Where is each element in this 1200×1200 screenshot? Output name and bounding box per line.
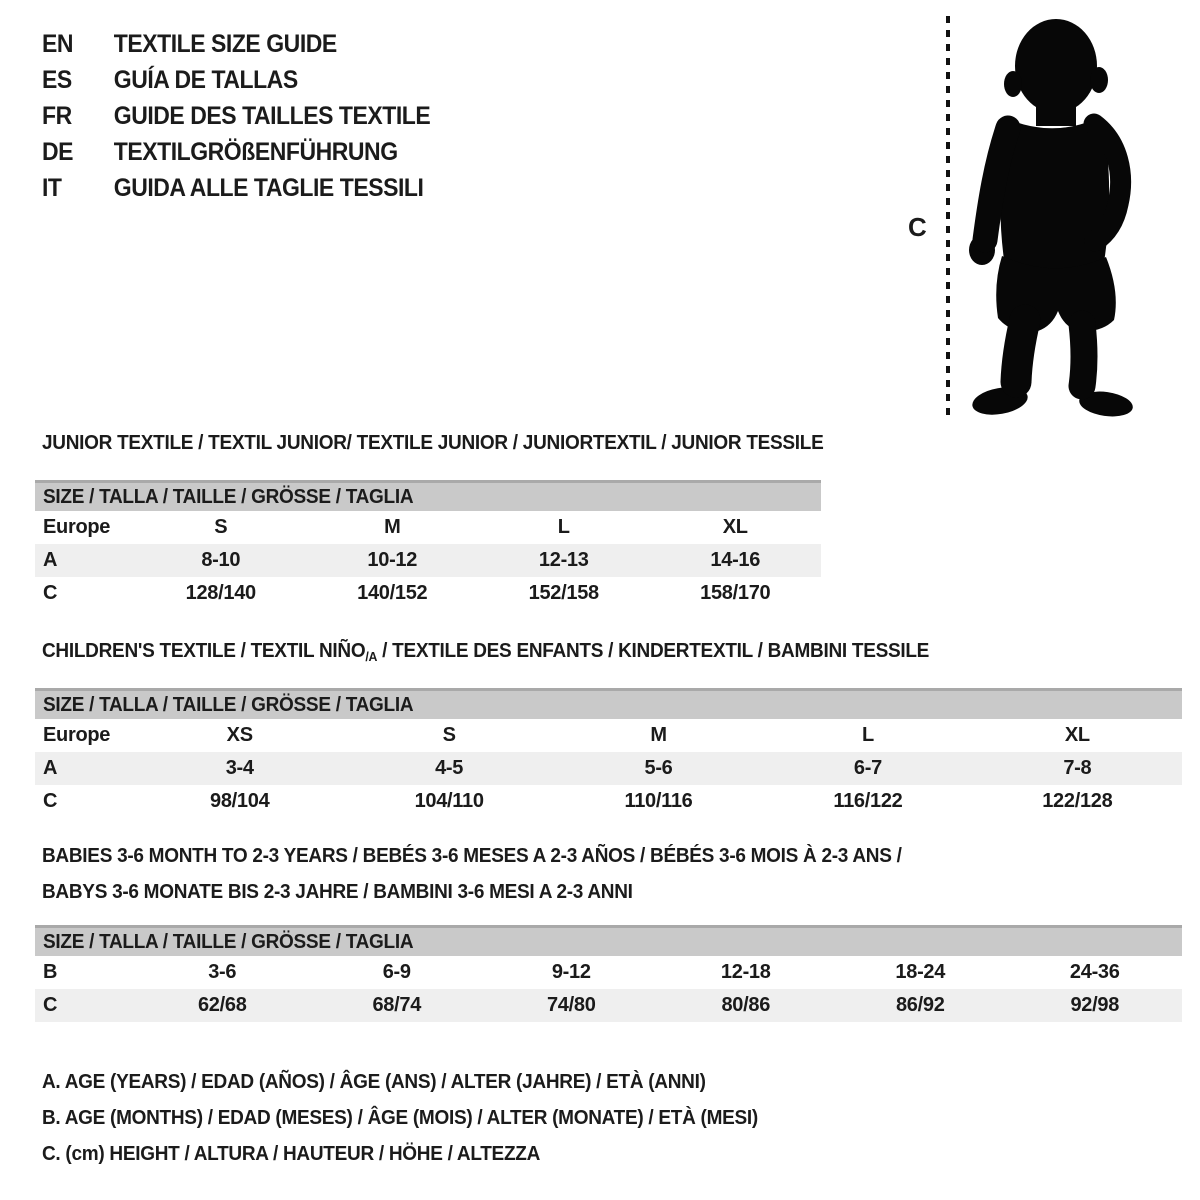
- size-cell: S: [214, 516, 228, 538]
- size-cell: L: [557, 516, 570, 538]
- age-cell: 3-6: [208, 961, 237, 983]
- height-cell: 98/104: [210, 790, 270, 812]
- height-measure-dashed-line: [946, 16, 950, 416]
- language-code: DE: [42, 137, 74, 166]
- age-cell: 3-4: [225, 757, 254, 779]
- size-table-header-label: SIZE / TALLA / TAILLE / GRÖSSE / TAGLIA: [43, 930, 414, 953]
- toddler-silhouette-image: [960, 14, 1136, 418]
- language-title-list: [42, 26, 464, 206]
- age-cell: 5-6: [644, 757, 673, 779]
- babies-size-table: [35, 925, 1182, 1022]
- children-section-title: [42, 640, 929, 664]
- age-cell: 9-12: [551, 961, 591, 983]
- height-cell: 116/122: [833, 790, 903, 812]
- language-title: GUIDE DES TAILLES TEXTILE: [113, 101, 431, 130]
- height-cell: 74/80: [546, 994, 596, 1016]
- height-cell: 92/98: [1070, 994, 1120, 1016]
- size-cell: XL: [722, 516, 748, 538]
- height-cell: 152/158: [528, 582, 599, 604]
- row-label: B: [43, 961, 58, 983]
- children-title-pre: CHILDREN'S TEXTILE / TEXTIL NIÑO: [42, 640, 366, 662]
- table-row-height-cm: [35, 577, 821, 610]
- language-row-fr: [42, 98, 430, 134]
- language-code: FR: [42, 101, 72, 130]
- age-cell: 14-16: [710, 549, 761, 571]
- size-cell: M: [650, 724, 667, 746]
- age-cell: 7-8: [1063, 757, 1092, 779]
- language-row-de: [42, 134, 430, 170]
- age-cell: 8-10: [201, 549, 241, 571]
- age-cell: 18-24: [895, 961, 946, 983]
- size-table-header-label: SIZE / TALLA / TAILLE / GRÖSSE / TAGLIA: [43, 485, 414, 508]
- language-row-it: [42, 170, 430, 206]
- size-table-header: [35, 925, 1182, 956]
- size-table-header: [35, 688, 1182, 719]
- children-title-sub: /A: [365, 649, 378, 664]
- height-cell: 104/110: [414, 790, 484, 812]
- junior-size-table: [35, 480, 821, 610]
- children-size-table: [35, 688, 1182, 818]
- language-code: EN: [42, 29, 74, 58]
- age-cell: 24-36: [1069, 961, 1120, 983]
- language-title: GUIDA ALLE TAGLIE TESSILI: [113, 173, 424, 202]
- language-title: TEXTILGRÖßENFÜHRUNG: [113, 137, 398, 166]
- junior-section-title: JUNIOR TEXTILE / TEXTIL JUNIOR/ TEXTILE JUNIOR / JUNIORTEXTIL / JUNIOR TESSILE: [42, 432, 824, 454]
- table-row-height-cm: [35, 989, 1182, 1022]
- row-label: Europe: [43, 516, 111, 538]
- row-label: C: [43, 994, 58, 1016]
- height-cell: 110/116: [624, 790, 693, 812]
- age-cell: 12-13: [538, 549, 589, 571]
- height-cell: 68/74: [372, 994, 422, 1016]
- size-table-header: [35, 480, 821, 511]
- height-cell: 62/68: [197, 994, 247, 1016]
- size-cell: S: [442, 724, 456, 746]
- height-cell: 86/92: [895, 994, 945, 1016]
- table-row-europe: [35, 511, 821, 544]
- height-cell: 128/140: [185, 582, 256, 604]
- children-title-post: / TEXTILE DES ENFANTS / KINDERTEXTIL / BAMBINI TESSILE: [377, 640, 930, 662]
- table-row-age-months: [35, 956, 1182, 989]
- age-cell: 12-18: [720, 961, 771, 983]
- row-label: A: [43, 549, 58, 571]
- babies-section-title-line1: BABIES 3-6 MONTH TO 2-3 YEARS / BEBÉS 3-6 MESES A 2-3 AÑOS / BÉBÉS 3-6 MOIS À 2-3 ANS /: [42, 845, 902, 867]
- size-cell: XS: [226, 724, 253, 746]
- age-cell: 4-5: [435, 757, 464, 779]
- table-row-age-years: [35, 752, 1182, 785]
- row-label: Europe: [43, 724, 111, 746]
- size-cell: M: [384, 516, 401, 538]
- size-table-header-label: SIZE / TALLA / TAILLE / GRÖSSE / TAGLIA: [43, 693, 414, 716]
- age-cell: 6-9: [382, 961, 411, 983]
- height-cell: 122/128: [1042, 790, 1113, 812]
- table-row-europe: [35, 719, 1182, 752]
- language-title: TEXTILE SIZE GUIDE: [113, 29, 337, 58]
- height-cell: 80/86: [721, 994, 771, 1016]
- row-label: C: [43, 790, 58, 812]
- row-label: A: [43, 757, 58, 779]
- size-cell: L: [861, 724, 874, 746]
- age-cell: 6-7: [853, 757, 882, 779]
- babies-section-title-line2: BABYS 3-6 MONATE BIS 2-3 JAHRE / BAMBINI 3-6 MESI A 2-3 ANNI: [42, 881, 633, 903]
- size-cell: XL: [1064, 724, 1090, 746]
- language-code: ES: [42, 65, 72, 94]
- table-row-height-cm: [35, 785, 1182, 818]
- height-measure-label: C: [908, 212, 927, 242]
- height-cell: 140/152: [357, 582, 428, 604]
- height-cell: 158/170: [700, 582, 771, 604]
- legend: [42, 1064, 796, 1172]
- language-title: GUÍA DE TALLAS: [113, 65, 298, 94]
- legend-line-b: B. AGE (MONTHS) / EDAD (MESES) / ÂGE (MOIS) / ALTER (MONATE) / ETÀ (MESI): [42, 1106, 758, 1129]
- age-cell: 10-12: [367, 549, 418, 571]
- legend-line-c: C. (cm) HEIGHT / ALTURA / HAUTEUR / HÖHE / ALTEZZA: [42, 1142, 541, 1165]
- legend-line-a: A. AGE (YEARS) / EDAD (AÑOS) / ÂGE (ANS) / ALTER (JAHRE) / ETÀ (ANNI): [42, 1070, 706, 1093]
- table-row-age-years: [35, 544, 821, 577]
- language-row-es: [42, 62, 430, 98]
- language-row-en: [42, 26, 430, 62]
- language-code: IT: [42, 173, 62, 202]
- row-label: C: [43, 582, 58, 604]
